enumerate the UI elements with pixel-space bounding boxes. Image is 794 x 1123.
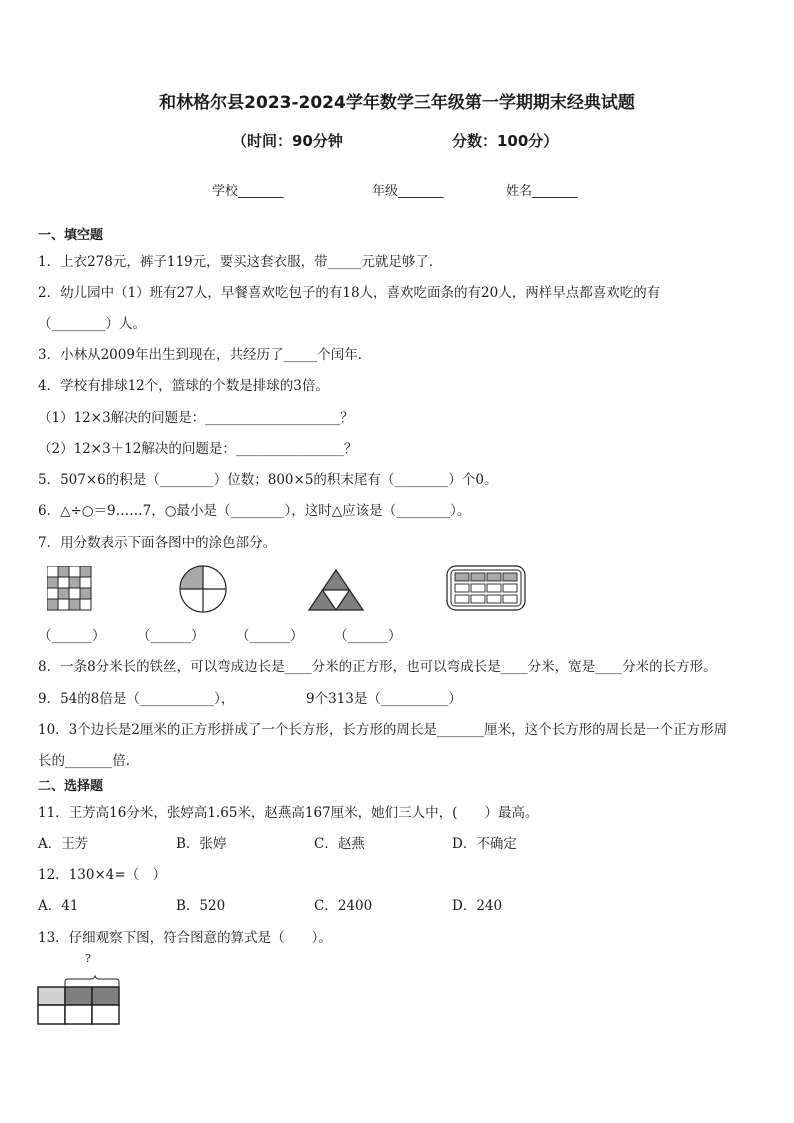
grade-field: 年级_______ — [372, 184, 444, 199]
section-choice-heading: 二、选择题 — [38, 779, 104, 794]
checkered-square-figure — [47, 566, 93, 612]
question-9-part-2: 9个313是（__________） — [306, 691, 462, 707]
school-field: 学校_______ — [212, 184, 284, 199]
answer-blank-figure-3[interactable]: （______） — [236, 628, 304, 644]
answer-blank-figure-4[interactable]: （______） — [334, 628, 402, 644]
time-info: （时间：90分钟 — [232, 132, 343, 150]
question-4-part-1: （1）12×3解决的问题是：____________________？ — [38, 410, 354, 426]
name-field: 姓名_______ — [506, 184, 578, 199]
section-fill-blank-heading: 一、填空题 — [38, 228, 104, 243]
question-11-option-c[interactable]: C．赵燕 — [314, 836, 365, 852]
question-12-option-a[interactable]: A．41 — [38, 898, 79, 914]
question-11-option-b[interactable]: B．张婷 — [176, 836, 227, 852]
question-6: 6．△÷○＝9……7，○最小是（________），这时△应该是（________）。 — [38, 503, 471, 519]
grid-rectangle-figure — [445, 564, 527, 612]
score-info: 分数：100分） — [452, 132, 559, 150]
question-3: 3．小林从2009年出生到现在，共经历了_____个闰年． — [38, 347, 372, 363]
question-10-line-2: 长的_______倍. — [38, 753, 131, 769]
question-8: 8．一条8分米长的铁丝，可以弯成边长是____分米的正方形，也可以弯成长是____分米，宽是____分米的长方形。 — [38, 659, 717, 675]
question-12: 12．130×4=（ ） — [38, 867, 167, 883]
question-mark-label: ? — [85, 952, 91, 965]
question-10-line-1: 10．3个边长是2厘米的正方形拼成了一个长方形，长方形的周长是_______厘米，这个长方形的周长是一个正方形周 — [38, 722, 728, 738]
question-2-line-1: 2．幼儿园中（1）班有27人，早餐喜欢吃包子的有18人，喜欢吃面条的有20人，两样早点都喜欢吃的有 — [38, 285, 661, 301]
answer-blank-figure-2[interactable]: （______） — [137, 628, 205, 644]
question-12-option-d[interactable]: D．240 — [452, 898, 503, 914]
question-11-option-d[interactable]: D．不确定 — [452, 836, 517, 852]
question-11: 11．王芳高16分米，张婷高1.65米，赵燕高167厘米，她们三人中，( ）最高。 — [38, 805, 539, 821]
question-13: 13．仔细观察下图，符合图意的算式是（ ）。 — [38, 930, 332, 946]
question-5: 5．507×6的积是（________）位数；800×5的积末尾有（________）个0。 — [38, 472, 498, 488]
exam-title: 和林格尔县2023-2024学年数学三年级第一学期期末经典试题 — [159, 93, 635, 113]
question-4-part-2: （2）12×3＋12解决的问题是：________________？ — [38, 441, 358, 457]
question-2-line-2: （________）人。 — [38, 316, 146, 332]
question-1: 1．上衣278元，裤子119元，要买这套衣服，带_____元就足够了． — [38, 254, 443, 270]
question-9-part-1: 9．54的8倍是（___________）， — [38, 691, 235, 707]
question-12-option-c[interactable]: C．2400 — [314, 898, 373, 914]
question-4: 4．学校有排球12个，篮球的个数是排球的3倍。 — [38, 378, 329, 394]
divided-triangle-figure — [307, 568, 365, 612]
quartered-circle-figure — [177, 564, 229, 614]
question-7: 7．用分数表示下面各图中的涂色部分。 — [38, 535, 277, 551]
bar-model-figure — [36, 962, 122, 1028]
question-12-option-b[interactable]: B．520 — [176, 898, 226, 914]
answer-blank-figure-1[interactable]: （______） — [38, 628, 106, 644]
question-11-option-a[interactable]: A．王芳 — [38, 836, 89, 852]
